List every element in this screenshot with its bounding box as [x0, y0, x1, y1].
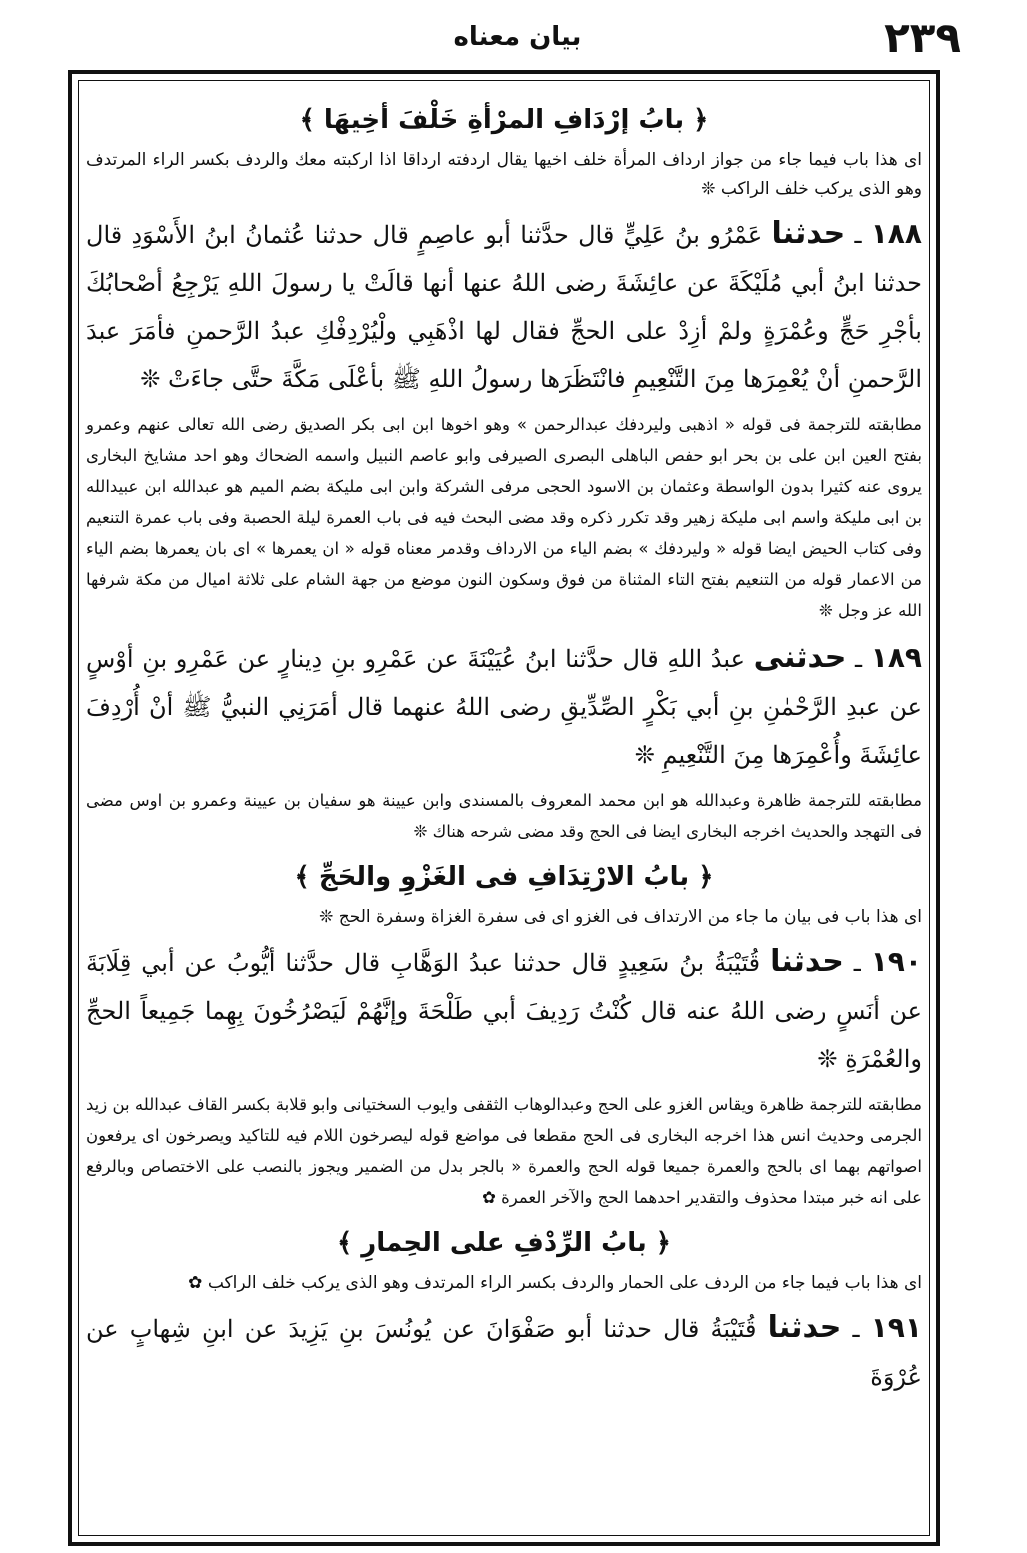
running-title: بيان معناه	[453, 22, 582, 52]
commentary: مطابقته للترجمة ظاهرة وعبدالله هو ابن محمد المعروف بالمسندى وابن عيينة هو سفيان بن عيينة وعمرو بن اوس مضى فى التهجد والحديث اخرجه البخارى ايضا فى الحج وقد مضى شرحه هناك ❊	[86, 791, 922, 841]
hadith-number: ۱۸۹	[870, 641, 923, 674]
hadith-text: قُتَيْبَةُ بنُ سَعِيدٍ قال حدثنا عبدُ الوَهَّابِ قال حدَّثنا أيُّوبُ عن أبي قِلَابَةَ عن أنَسٍ رضى اللهُ عنه قال كُنْتُ رَدِيفَ أبي طَلْحَةَ وإنَّهُمْ لَيَصْرُخُونَ بِهِما جَمِيعاً الحجِّ والعُمْرَةِ ❊	[86, 949, 922, 1073]
hadith-191: ۱۹۱ ـ حدثنا قُتَيْبَةُ قال حدثنا أبو صَفْوَانَ عن يُونُسَ بنِ يَزِيدَ عن ابنِ شِهابٍ عن عُرْوَةَ	[86, 1310, 922, 1391]
hadith-number: ۱۹۰	[870, 945, 922, 978]
chapter-heading: ﴿ بابُ الارْتِدَافِ فى الغَزْوِ والحَجِّ ﴾	[294, 862, 714, 892]
hadith-text: عَمْرُو بنُ عَلِيٍّ قال حدَّثنا أبو عاصِمٍ قال حدثنا عُثمانُ ابنُ الأَسْوَدِ قال حدثنا ابنُ أبي مُلَيْكَةَ عن عائِشَةَ رضى اللهُ عنها أنها قالَتْ يا رسولَ اللهِ يَرْجِعُ أصْحابُكَ بأجْرِ حَجٍّ وعُمْرَةٍ ولمْ أزِدْ على الحجِّ فقال لها اذْهَبِي ولْيُرْدِفْكِ عبدُ الرَّحمنِ فأمَرَ عبدَ الرَّحمنِ أنْ يُعْمِرَها مِنَ التَّنْعِيمِ فانْتَظَرَها رسولُ اللهِ ﷺ بأعْلَى مَكَّةَ حتَّى جاءَتْ ❊	[86, 221, 922, 393]
hadith-number: ۱۹۱	[870, 1311, 922, 1344]
hadith-text: قُتَيْبَةُ قال حدثنا أبو صَفْوَانَ عن يُونُسَ بنِ يَزِيدَ عن ابنِ شِهابٍ عن عُرْوَةَ	[86, 1315, 922, 1391]
hadith-188: ۱۸۸ ـ حدثنا عَمْرُو بنُ عَلِيٍّ قال حدَّثنا أبو عاصِمٍ قال حدثنا عُثمانُ ابنُ الأَسْوَدِ قال حدثنا ابنُ أبي مُلَيْكَةَ عن عائِشَةَ رضى اللهُ عنها أنها قالَتْ يا رسولَ اللهِ يَرْجِعُ أصْحابُكَ بأجْرِ حَجٍّ وعُمْرَةٍ ولمْ أزِدْ على الحجِّ فقال لها اذْهَبِي ولْيُرْدِفْكِ عبدُ الرَّحمنِ فأمَرَ عبدَ الرَّحمنِ أنْ يُعْمِرَها مِنَ التَّنْعِيمِ فانْتَظَرَها رسولُ اللهِ ﷺ بأعْلَى مَكَّةَ حتَّى جاءَتْ ❊	[86, 216, 922, 393]
commentary: مطابقته للترجمة فى قوله « اذهبى وليردفك عبدالرحمن » وهو اخوها ابن ابى بكر الصديق رضى الله تعالى عنهم وعمرو بفتح العين ابن على بن بحر ابو حفص الباهلى البصرى الصيرفى وابو عاصم النبيل واسمه الضحاك وهو احد مشايخ البخارى يروى عنه كثيرا بدون الواسطة وعثمان بن الاسود الحجى مرفى الشركة وابن ابى مليكة بضم الميم هو عبدالله ابن عبيدالله بن ابى مليكة واسم ابى مليكة زهير وقد تكرر ذكره وقد مضى البحث فيه فى باب العمرة ليلة الحصبة وفى باب عمرة التنعيم وفى كتاب الحيض ايضا قوله « وليردفك » بضم الياء من الارداف وقدمر معناه قوله « ان يعمرها » اى بان يعمرها بضم الياء من الاعمار قوله من التنعيم بفتح التاء المثناة من فوق وسكون النون موضع من جهة الشام على ثلاثة اميال من مكة شرفها الله عز وجل ❊	[86, 415, 922, 620]
chapter-heading: ﴿ بابُ إرْدَافِ المرْأةِ خَلْفَ أخِيهَا ﴾	[299, 105, 709, 135]
page-body	[86, 92, 922, 1407]
narration-keyword: حدثنا	[767, 1310, 842, 1345]
chapter-note: اى هذا باب فيما جاء من جواز ارداف المرأة خلف اخيها يقال اردفته ارداقا اذا اركبته معك والردف بكسر الراء المرتدف وهو الذى يركب خلف الراكب ❊	[86, 150, 922, 199]
hadith-text: عبدُ اللهِ قال حدَّثنا ابنُ عُيَيْنَةَ عن عَمْرِو بنِ دِينارٍ عن عَمْرِو بنِ أوْسٍ عن عبدِ الرَّحْمٰنِ بنِ أبي بَكْرٍ الصِّدِّيقِ رضى اللهُ عنهما قال أمَرَنِي النبيُّ ﷺ أنْ أُرْدِفَ عائِشَةَ وأُعْمِرَها مِنَ التَّنْعِيمِ ❊	[86, 645, 922, 769]
hadith-190: ۱۹۰ ـ حدثنا قُتَيْبَةُ بنُ سَعِيدٍ قال حدثنا عبدُ الوَهَّابِ قال حدَّثنا أيُّوبُ عن أبي قِلَابَةَ عن أنَسٍ رضى اللهُ عنه قال كُنْتُ رَدِيفَ أبي طَلْحَةَ وإنَّهُمْ لَيَصْرُخُونَ بِهِما جَمِيعاً الحجِّ والعُمْرَةِ ❊	[86, 944, 922, 1073]
narration-keyword: حدثنا	[770, 944, 844, 979]
chapter-heading: ﴿ بابُ الرِّدْفِ على الحِمارِ ﴾	[336, 1228, 672, 1258]
page-number: ۲۳۹	[884, 13, 961, 62]
narration-keyword: حدثنى	[753, 640, 847, 675]
chapter-note: اى هذا باب فى بيان ما جاء من الارتداف فى الغزو اى فى سفرة الغزاة وسفرة الحج ❊	[319, 907, 922, 927]
chapter-note: اى هذا باب فيما جاء من الردف على الحمار والردف بكسر الراء المرتدف وهو الذى يركب خلف الراكب ✿	[188, 1273, 922, 1293]
page-header	[60, 8, 975, 66]
hadith-189: ۱۸۹ ـ حدثنى عبدُ اللهِ قال حدَّثنا ابنُ عُيَيْنَةَ عن عَمْرِو بنِ دِينارٍ عن عَمْرِو بنِ أوْسٍ عن عبدِ الرَّحْمٰنِ بنِ أبي بَكْرٍ الصِّدِّيقِ رضى اللهُ عنهما قال أمَرَنِي النبيُّ ﷺ أنْ أُرْدِفَ عائِشَةَ وأُعْمِرَها مِنَ التَّنْعِيمِ ❊	[86, 640, 923, 769]
hadith-number: ۱۸۸	[870, 217, 922, 250]
commentary: مطابقته للترجمة ظاهرة ويقاس الغزو على الحج وعبدالوهاب الثقفى وايوب السختيانى وابو قلابة بكسر القاف عبدالله بن زيد الجرمى وحديث انس هذا اخرجه البخارى فى الحج مقطعا فى مواضع قوله ليصرخون اللام فيه للتاكيد ويصرخون اى يرفعون اصواتهم بهما اى بالحج والعمرة جميعا قوله الحج والعمرة « بالجر بدل من الضمير ويجوز بالنصب على الاختصاص وبالرفع على انه خبر مبتدا محذوف والتقدير احدهما الحج والآخر العمرة ✿	[86, 1095, 922, 1207]
narration-keyword: حدثنا	[771, 216, 846, 251]
